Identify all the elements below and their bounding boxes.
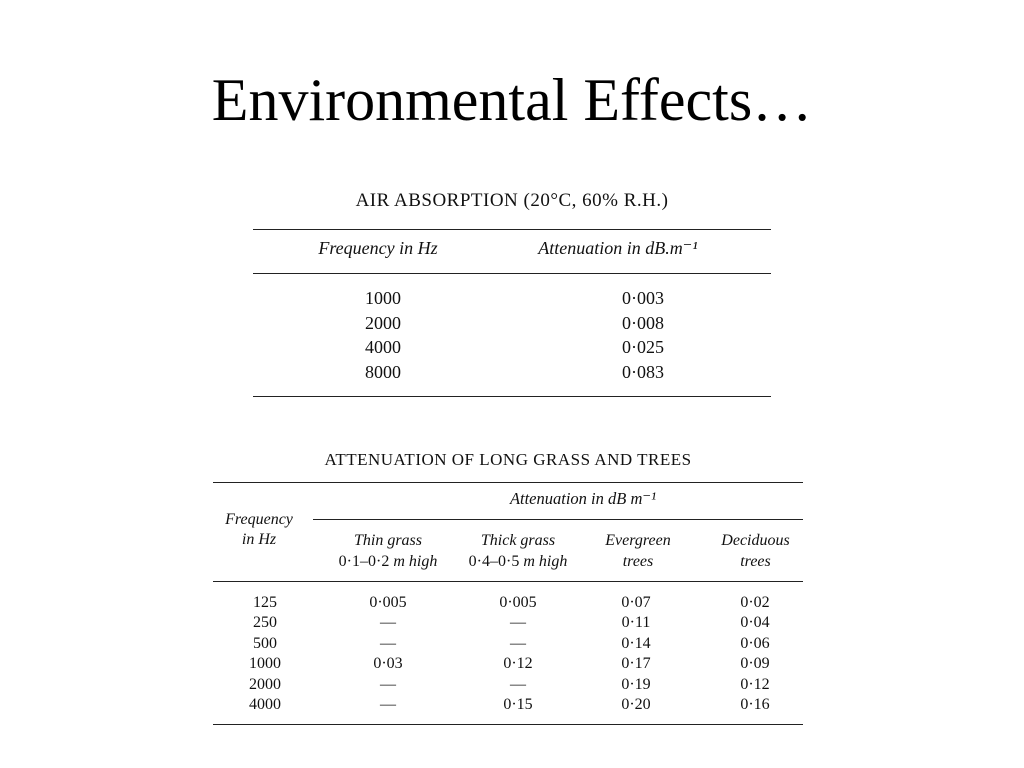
table-top-rule [213,482,803,483]
table-cell: 250 [253,614,277,632]
table-cell: 0·07 [621,594,651,611]
table-cell: 8000 [365,361,401,382]
header-line: trees [622,553,654,570]
table-cell: 0·17 [621,655,651,673]
table-cell: — [380,696,396,714]
frequency-column [343,286,423,384]
table-cell: 0·16 [740,696,770,714]
thin-grass-column [353,593,423,715]
table-cell: 0·19 [621,675,651,693]
evergreen-trees-column [606,593,666,715]
table-cell: 4000 [249,696,281,714]
air-absorption-table [253,186,771,398]
grass-trees-caption: ATTENUATION OF LONG GRASS AND TREES [324,450,692,469]
deciduous-trees-column [725,593,785,715]
header-line: in Hz [241,531,277,548]
header-height: 0·4–0·5 [468,553,520,570]
table-cell: 0·03 [373,655,403,673]
table-cell: — [510,614,526,632]
attenuation-column-header: Attenuation in dB.m⁻¹ [538,238,698,258]
slide-title: Environmental Effects… [211,67,813,133]
evergreen-trees-column-header [588,530,688,572]
table-cell: 0·005 [499,594,537,611]
header-line: Deciduous [721,532,790,549]
header-rule [253,273,771,274]
header-line: Thin grass [353,532,423,549]
group-header-rule [313,519,803,520]
table-cell: 0·025 [622,337,664,357]
table-cell: 125 [253,594,277,611]
table-cell: — [380,614,396,632]
header-rule [213,581,803,582]
table-cell: 0·14 [621,634,651,652]
table-cell: 0·12 [740,675,770,693]
header-line: Thick grass [480,532,556,549]
table-cell: — [380,675,396,693]
table-cell: 0·12 [503,655,533,673]
table-cell: 0·06 [740,634,770,652]
attenuation-group-header: Attenuation in dB m⁻¹ [509,489,657,508]
thin-grass-column-header [323,530,453,572]
table-cell: 0·005 [369,594,407,611]
header-line: trees [740,553,771,570]
table-cell: 0·008 [622,312,664,333]
frequency-column-header [213,510,305,550]
table-cell: 2000 [365,312,401,333]
table-cell: 0·02 [740,594,770,611]
table-cell: — [380,634,396,652]
thick-grass-column [483,593,553,715]
attenuation-column [603,286,683,384]
table-cell: — [510,634,526,652]
table-cell: 1000 [365,288,401,308]
table-cell: 0·09 [740,655,770,673]
table-cell: 0·003 [622,288,664,308]
table-cell: 0·083 [622,361,664,382]
table-cell: 1000 [249,655,281,673]
table-cell: 4000 [365,337,401,357]
header-line: Frequency [225,511,293,528]
frequency-column [235,593,295,715]
table-bottom-rule [253,396,771,397]
table-cell: 0·11 [621,614,651,632]
table-bottom-rule [213,724,803,725]
header-unit: m high [393,553,438,570]
table-cell: 0·20 [621,696,651,714]
header-line: Evergreen [605,532,671,549]
table-cell: 2000 [249,675,281,693]
thick-grass-column-header [453,530,583,572]
table-cell: 500 [253,634,277,652]
table-cell: 0·15 [503,696,533,714]
header-unit: m high [523,553,568,570]
air-absorption-caption: AIR ABSORPTION (20°C, 60% R.H.) [355,190,669,211]
grass-trees-table [213,450,803,730]
table-cell: 0·04 [740,614,770,632]
table-top-rule [253,229,771,230]
frequency-column-header: Frequency in Hz [318,238,438,258]
deciduous-trees-column-header [708,530,803,572]
table-cell: — [510,675,526,693]
header-height: 0·1–0·2 [338,553,390,570]
